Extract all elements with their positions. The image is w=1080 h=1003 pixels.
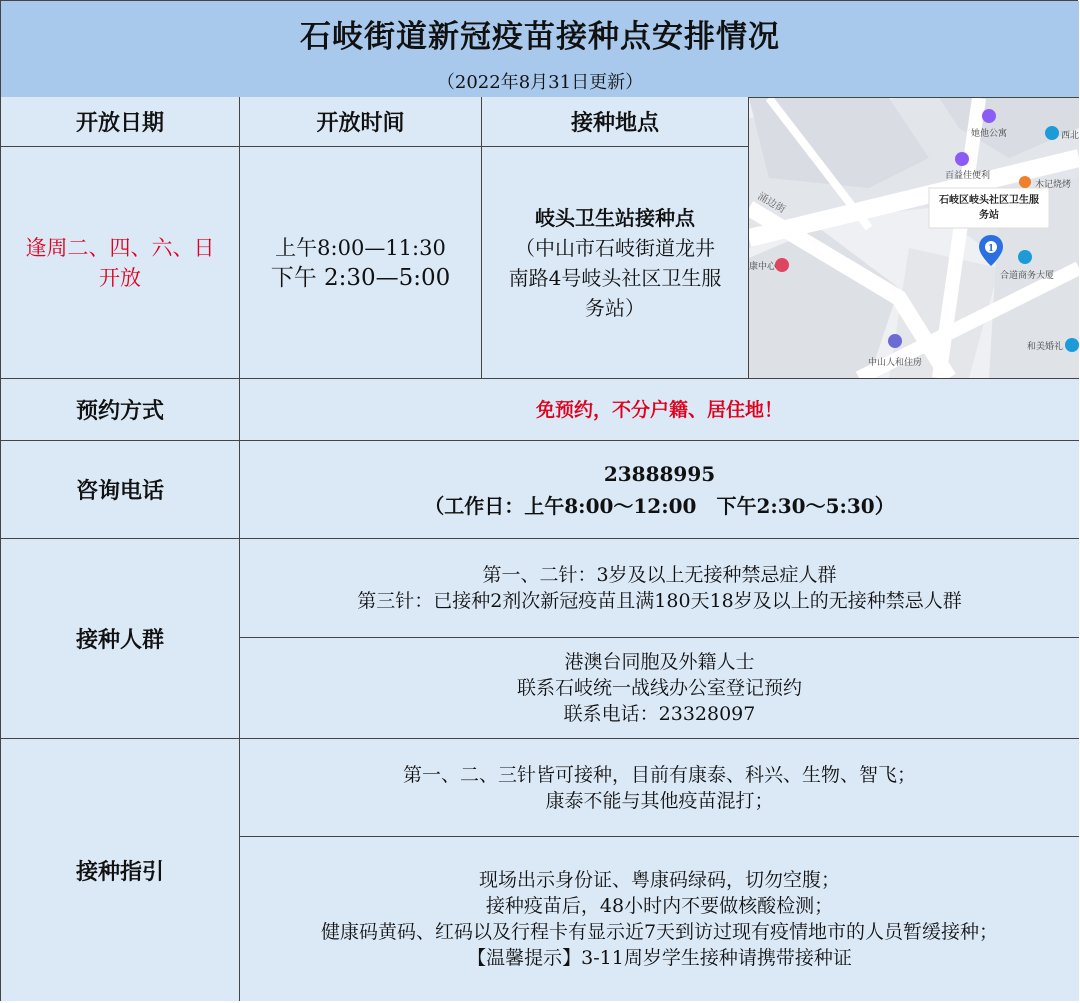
guide-vaccine-types: 第一、二、三针皆可接种，目前有康泰、科兴、生物、智飞； xyxy=(402,763,916,786)
header-location: 接种地点 xyxy=(482,97,749,147)
building-icon xyxy=(1018,250,1032,264)
crowd-foreign: 港澳台同胞及外籍人士 xyxy=(564,651,755,673)
afternoon-hours: 下午 2:30—5:00 xyxy=(270,264,451,291)
bbq-icon xyxy=(1019,176,1031,188)
update-date: （2022年8月31日更新） xyxy=(436,72,644,93)
health-center-icon xyxy=(775,258,789,272)
guide-test-note: 接种疫苗后，48小时内不要做核酸检测； xyxy=(485,895,834,917)
svg-text:1: 1 xyxy=(987,244,995,254)
hotel-icon xyxy=(888,334,902,348)
crowd-block-1 xyxy=(240,539,1079,638)
crowd-label: 接种人群 xyxy=(1,539,240,739)
street-label: 涌边街 xyxy=(755,191,787,216)
guide-health-code-note: 健康码黄码、红码以及行程卡有显示近7天到访过现有疫情地市的人员暂缓接种； xyxy=(320,921,999,943)
location-address-2: 南路4号岐头社区卫生服 xyxy=(508,265,722,290)
open-days-suffix: 开放 xyxy=(99,265,141,290)
apartment-icon xyxy=(982,109,996,123)
title-band xyxy=(1,1,1079,98)
guide-label: 接种指引 xyxy=(1,739,240,1001)
guide-block-2 xyxy=(240,837,1079,1001)
store-icon xyxy=(955,152,969,166)
header-open-time: 开放时间 xyxy=(240,97,482,147)
store-label: 百益佳便利 xyxy=(945,171,991,181)
crowd-dose-1-2: 第一、二针：3岁及以上无接种禁忌症人群 xyxy=(482,564,837,586)
location-map[interactable] xyxy=(749,98,1079,379)
hotel-label: 中山人和住房 xyxy=(867,358,923,368)
map-graphic xyxy=(749,98,1079,378)
building-label: 合道商务大厦 xyxy=(999,271,1055,281)
phone-number[interactable]: 23888995 xyxy=(603,461,716,486)
booking-value: 免预约，不分户籍、居住地！ xyxy=(240,379,1079,441)
crowd-dose-3: 第三针：已接种2剂次新冠疫苗且满180天18岁及以上的无接种禁忌人群 xyxy=(357,590,962,612)
guide-id-note: 现场出示身份证、粤康码绿码，切勿空腹； xyxy=(478,869,840,891)
bbq-label: 木记烧烤 xyxy=(1035,180,1072,190)
location-cell xyxy=(482,147,749,379)
map-pin-label-2: 务站 xyxy=(979,210,999,221)
health-center-label: 康中心 xyxy=(749,262,777,272)
wedding-label: 和美婚礼 xyxy=(1027,342,1064,352)
map-pin-label-1: 石岐区岐头社区卫生服 xyxy=(939,195,1039,206)
location-address-1: （中山市石岐街道龙井 xyxy=(515,235,715,260)
open-days: 逢周二、四、六、日 xyxy=(25,235,215,260)
morning-hours: 上午8:00—11:30 xyxy=(275,235,446,260)
apartment-label: 她他公寓 xyxy=(970,129,1008,139)
shop-icon xyxy=(1045,126,1059,140)
crowd-contact-phone[interactable]: 联系电话：23328097 xyxy=(563,703,756,725)
phone-label: 咨询电话 xyxy=(1,441,240,539)
page-title: 石岐街道新冠疫苗接种点安排情况 xyxy=(300,19,780,55)
phone-cell xyxy=(240,441,1079,539)
west-label: 西北 xyxy=(1061,131,1079,141)
location-address-3: 务站） xyxy=(585,295,645,320)
open-days-cell xyxy=(1,147,240,379)
crowd-contact-office: 联系石岐统一战线办公室登记预约 xyxy=(516,677,802,699)
wedding-icon xyxy=(1065,338,1079,352)
guide-block-1 xyxy=(240,739,1079,837)
booking-label: 预约方式 xyxy=(1,379,240,441)
open-hours-cell xyxy=(240,147,482,379)
crowd-block-2 xyxy=(240,638,1079,739)
guide-student-tip: 【温馨提示】3-11周岁学生接种请携带接种证 xyxy=(467,947,852,969)
guide-mix-note: 康泰不能与其他疫苗混打； xyxy=(545,789,774,812)
phone-hours: （工作日：上午8:00～12:00 下午2:30～5:30） xyxy=(424,493,895,518)
header-open-date: 开放日期 xyxy=(1,97,240,147)
location-name: 岐头卫生站接种点 xyxy=(535,205,695,230)
